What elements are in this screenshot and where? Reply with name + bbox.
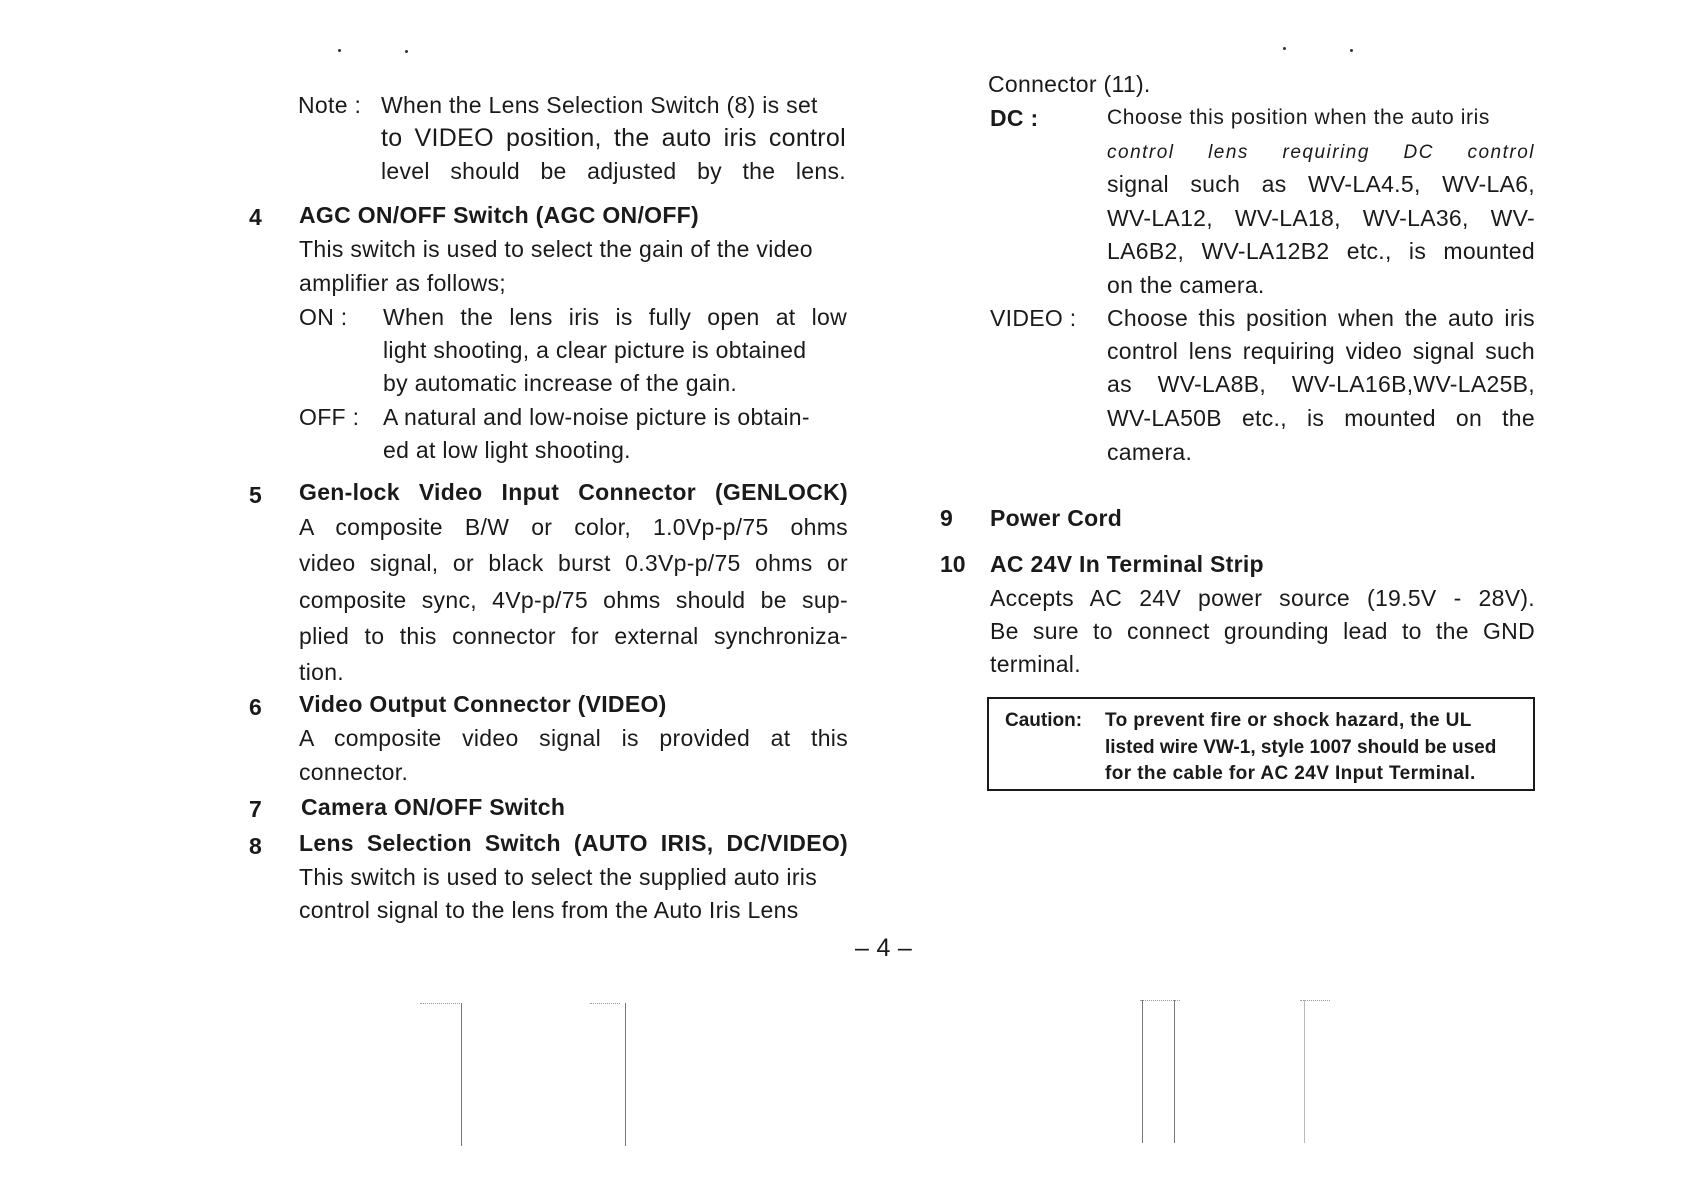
item-5-line-2: video signal, or black burst 0.3Vp-p/75 ohms or — [299, 550, 848, 576]
scan-speck — [1350, 49, 1353, 52]
item-4-intro-2: amplifier as follows; — [299, 270, 506, 296]
item-8-title: Lens Selection Switch (AUTO IRIS, DC/VIDEO) — [299, 830, 848, 856]
dc-label: DC : — [990, 105, 1039, 131]
item-10-line-1: Accepts AC 24V power source (19.5V - 28V). — [990, 585, 1535, 611]
item-10-number: 10 — [940, 551, 966, 577]
item-5-title: Gen-lock Video Input Connector (GENLOCK) — [299, 479, 848, 505]
binding-line — [625, 1003, 626, 1146]
binding-line — [1304, 1000, 1305, 1143]
video-line-4: WV-LA50B etc., is mounted on the — [1107, 405, 1535, 431]
item-9-number: 9 — [940, 505, 953, 531]
caution-box — [987, 697, 1535, 791]
item-9-title: Power Cord — [990, 505, 1123, 531]
caution-label: Caution: — [1005, 710, 1083, 731]
dc-line-4: WV-LA12, WV-LA18, WV-LA36, WV- — [1107, 205, 1535, 231]
item-10-line-2: Be sure to connect grounding lead to the GND — [990, 618, 1535, 644]
dc-line-3: signal such as WV-LA4.5, WV-LA6, — [1107, 171, 1535, 197]
off-line-2: ed at low light shooting. — [383, 437, 631, 463]
caution-line-2: listed wire VW-1, style 1007 should be used — [1105, 737, 1497, 758]
video-label: VIDEO : — [990, 305, 1077, 331]
item-7-title: Camera ON/OFF Switch — [301, 794, 566, 820]
item-4-intro-1: This switch is used to select the gain of the video — [299, 236, 813, 262]
item-5-line-5: tion. — [299, 659, 344, 685]
off-label: OFF : — [299, 404, 360, 430]
video-line-1: Choose this position when the auto iris — [1107, 305, 1535, 331]
note-line-2: to VIDEO position, the auto iris control — [381, 124, 846, 152]
scan-speck — [405, 50, 408, 53]
on-line-3: by automatic increase of the gain. — [383, 370, 738, 396]
page-number: – 4 – — [855, 934, 913, 962]
binding-dots — [420, 1003, 460, 1005]
caution-line-3: for the cable for AC 24V Input Terminal. — [1105, 763, 1476, 784]
item-5-line-3: composite sync, 4Vp-p/75 ohms should be sup- — [299, 587, 848, 613]
scan-speck — [1283, 47, 1286, 50]
item-6-number: 6 — [249, 694, 262, 720]
item-10-line-3: terminal. — [990, 651, 1081, 677]
dc-line-1: Choose this position when the auto iris — [1107, 106, 1490, 129]
binding-dots — [590, 1003, 620, 1005]
item-6-line-1: A composite video signal is provided at this — [299, 725, 848, 751]
on-line-2: light shooting, a clear picture is obtained — [383, 337, 807, 363]
item-8-line-2: control signal to the lens from the Auto Iris Lens — [299, 897, 799, 923]
item-4-number: 4 — [249, 204, 262, 230]
note-line-1: When the Lens Selection Switch (8) is set — [381, 92, 818, 118]
video-line-2: control lens requiring video signal such — [1107, 338, 1535, 364]
caution-line-1: To prevent fire or shock hazard, the UL — [1105, 710, 1472, 731]
on-line-1: When the lens iris is fully open at low — [383, 304, 847, 330]
scan-speck — [338, 49, 341, 52]
on-label: ON : — [299, 304, 348, 330]
item-6-title: Video Output Connector (VIDEO) — [299, 691, 667, 717]
video-line-3: as WV-LA8B, WV-LA16B,WV-LA25B, — [1107, 371, 1535, 397]
item-4-title: AGC ON/OFF Switch (AGC ON/OFF) — [299, 202, 699, 228]
dc-line-6: on the camera. — [1107, 272, 1265, 298]
binding-line — [461, 1003, 462, 1146]
dc-line-2: control lens requiring DC control — [1107, 142, 1535, 163]
dc-line-5: LA6B2, WV-LA12B2 etc., is mounted — [1107, 238, 1535, 264]
item-5-line-4: plied to this connector for external synchroniza- — [299, 623, 848, 649]
video-line-5: camera. — [1107, 439, 1193, 465]
item-8-number: 8 — [249, 833, 262, 859]
item-7-number: 7 — [249, 796, 262, 822]
item-5-line-1: A composite B/W or color, 1.0Vp-p/75 ohms — [299, 514, 848, 540]
note-line-3: level should be adjusted by the lens. — [381, 158, 846, 184]
item-5-number: 5 — [249, 482, 262, 508]
item-6-line-2: connector. — [299, 759, 409, 785]
item-8-line-1: This switch is used to select the supplied auto iris — [299, 864, 818, 890]
binding-line — [1174, 1000, 1175, 1143]
off-line-1: A natural and low-noise picture is obtain- — [383, 404, 810, 430]
note-label: Note : — [298, 92, 362, 118]
continued-text: Connector (11). — [988, 71, 1151, 97]
binding-line — [1142, 1000, 1143, 1143]
item-10-title: AC 24V In Terminal Strip — [990, 551, 1264, 577]
